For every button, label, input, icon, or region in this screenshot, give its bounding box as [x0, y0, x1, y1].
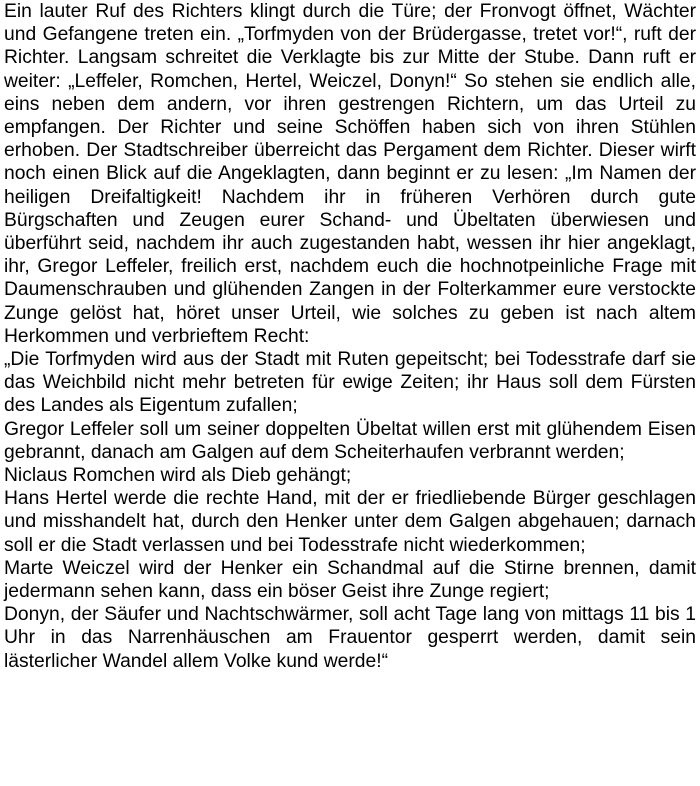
paragraph-verdict-torfmyden: „Die Torfmyden wird aus der Stadt mit Ruten gepeitscht; bei Todesstrafe darf sie das Weichbild nicht mehr betreten für ewige Zeiten; ihr Haus soll dem Fürsten des Landes als Eigentum zufallen; [4, 349, 696, 417]
paragraph-verdict-romchen: Niclaus Romchen wird als Dieb gehängt; [4, 465, 352, 487]
paragraph-verdict-weiczel: Marte Weiczel wird der Henker ein Schandmal auf die Stirne brennen, damit jedermann sehen kann, dass ein böser Geist ihre Zunge regiert; [4, 557, 696, 603]
paragraph-intro: Ein lauter Ruf des Richters klingt durch die Türe; der Fronvogt öffnet, Wächter und Gefangene treten ein. „Torfmyden von der Brüdergasse, tretet vor!“, ruft der Richter. Langsam schreitet die Verklagte bis zur Mitte der Stube. Dann ruft er weiter: „Leffeler, Romchen, Hertel, Weiczel, Donyn!“ So stehen sie endlich alle, eins neben dem andern, vor ihren gestrengen Richtern, um das Urteil zu empfangen. Der Richter und seine Schöffen haben sich von ihren Stühlen erhoben. Der Stadtschreiber überreicht das Pergament dem Richter. Dieser wirft noch einen Blick auf die Angeklagten, dann beginnt er zu lesen: „Im Namen der heiligen Dreifaltigkeit! Nachdem ihr in früheren Verhören durch gute Bürgschaften und Zeugen eurer Schand- und Übeltaten überwiesen und überführt seid, nachdem ihr auch zugestanden habt, wessen ihr hier angeklagt, ihr, Gregor Leffeler, freilich erst, nachdem euch die hochnotpeinliche Frage mit Daumenschrauben und glühenden Zangen in der Folterkammer eure verstockte Zunge gelöst hat, höret unser Urteil, wie solches zu geben ist nach altem Herkommen und verbrieftem Recht: [4, 1, 696, 347]
paragraph-verdict-donyn: Donyn, der Säufer und Nachtschwärmer, soll acht Tage lang von mittags 11 bis 1 Uhr in das Narrenhäuschen am Frauentor gesperrt werden, damit sein lästerlicher Wandel allem Volke kund werde!“ [4, 604, 696, 672]
paragraph-verdict-hertel: Hans Hertel werde die rechte Hand, mit der er friedliebende Bürger geschlagen und misshandelt hat, durch den Henker unter dem Galgen abgehauen; darnach soll er die Stadt verlassen und bei Todesstrafe nicht wiederkommen; [4, 488, 696, 556]
paragraph-verdict-leffeler: Gregor Leffeler soll um seiner doppelten Übeltat willen erst mit glühendem Eisen gebrannt, danach am Galgen auf dem Scheiterhaufen verbrannt werden; [4, 418, 696, 463]
